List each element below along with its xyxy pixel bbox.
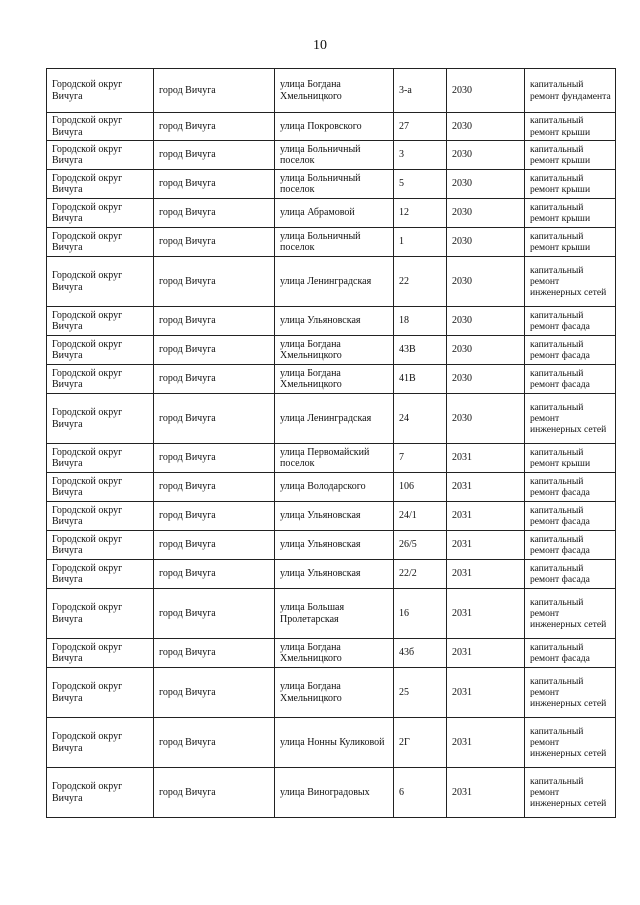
page-number: 10: [313, 38, 327, 53]
table-row: [47, 768, 616, 818]
street-cell: улица Больничный поселок: [275, 141, 394, 170]
work-type-cell: капитальный ремонт инженерных сетей: [525, 589, 616, 639]
table-row: [47, 69, 616, 113]
city-cell: город Вичуга: [154, 365, 275, 394]
year-cell: 2030: [447, 257, 525, 307]
city-cell: город Вичуга: [154, 444, 275, 473]
work-type-cell: капитальный ремонт фасада: [525, 560, 616, 589]
municipality-cell: Городской округ Вичуга: [47, 473, 154, 502]
table-row: [47, 639, 616, 668]
year-cell: 2031: [447, 768, 525, 818]
municipality-cell: Городской округ Вичуга: [47, 141, 154, 170]
year-cell: 2030: [447, 307, 525, 336]
city-cell: город Вичуга: [154, 768, 275, 818]
city-cell: город Вичуга: [154, 336, 275, 365]
municipality-cell: Городской округ Вичуга: [47, 257, 154, 307]
work-type-cell: капитальный ремонт крыши: [525, 170, 616, 199]
street-cell: улица Богдана Хмельницкого: [275, 336, 394, 365]
municipality-cell: Городской округ Вичуга: [47, 768, 154, 818]
house-number-cell: 25: [394, 668, 447, 718]
work-type-cell: капитальный ремонт фасада: [525, 502, 616, 531]
house-number-cell: 7: [394, 444, 447, 473]
work-type-cell: капитальный ремонт фасада: [525, 531, 616, 560]
work-type-cell: капитальный ремонт фасада: [525, 307, 616, 336]
house-number-cell: 5: [394, 170, 447, 199]
house-number-cell: 26/5: [394, 531, 447, 560]
street-cell: улица Богдана Хмельницкого: [275, 668, 394, 718]
table-row: [47, 394, 616, 444]
year-cell: 2031: [447, 560, 525, 589]
work-type-cell: капитальный ремонт фасада: [525, 639, 616, 668]
city-cell: город Вичуга: [154, 560, 275, 589]
table-row: [47, 113, 616, 141]
street-cell: улица Виноградовых: [275, 768, 394, 818]
city-cell: город Вичуга: [154, 502, 275, 531]
street-cell: улица Большая Пролетарская: [275, 589, 394, 639]
street-cell: улица Нонны Куликовой: [275, 718, 394, 768]
house-number-cell: 18: [394, 307, 447, 336]
table-row: [47, 668, 616, 718]
table-row: [47, 228, 616, 257]
table-row: [47, 257, 616, 307]
street-cell: улица Абрамовой: [275, 199, 394, 228]
year-cell: 2030: [447, 141, 525, 170]
work-type-cell: капитальный ремонт инженерных сетей: [525, 668, 616, 718]
table-row: [47, 718, 616, 768]
city-cell: город Вичуга: [154, 228, 275, 257]
table-row: [47, 560, 616, 589]
house-number-cell: 27: [394, 113, 447, 141]
street-cell: улица Покровского: [275, 113, 394, 141]
year-cell: 2030: [447, 199, 525, 228]
table-row: [47, 531, 616, 560]
work-type-cell: капитальный ремонт крыши: [525, 113, 616, 141]
table-row: [47, 141, 616, 170]
city-cell: город Вичуга: [154, 69, 275, 113]
year-cell: 2030: [447, 336, 525, 365]
city-cell: город Вичуга: [154, 589, 275, 639]
city-cell: город Вичуга: [154, 113, 275, 141]
house-number-cell: 43б: [394, 639, 447, 668]
work-type-cell: капитальный ремонт фасада: [525, 473, 616, 502]
year-cell: 2030: [447, 170, 525, 199]
street-cell: улица Больничный поселок: [275, 170, 394, 199]
year-cell: 2031: [447, 589, 525, 639]
house-number-cell: 2Г: [394, 718, 447, 768]
municipality-cell: Городской округ Вичуга: [47, 69, 154, 113]
year-cell: 2030: [447, 69, 525, 113]
year-cell: 2030: [447, 394, 525, 444]
work-type-cell: капитальный ремонт фасада: [525, 336, 616, 365]
year-cell: 2031: [447, 444, 525, 473]
year-cell: 2031: [447, 639, 525, 668]
work-type-cell: капитальный ремонт инженерных сетей: [525, 394, 616, 444]
year-cell: 2030: [447, 113, 525, 141]
municipality-cell: Городской округ Вичуга: [47, 199, 154, 228]
repair-schedule-table: [46, 68, 616, 818]
street-cell: улица Ульяновская: [275, 502, 394, 531]
table-row: [47, 502, 616, 531]
house-number-cell: 22: [394, 257, 447, 307]
table-row: [47, 589, 616, 639]
municipality-cell: Городской округ Вичуга: [47, 113, 154, 141]
year-cell: 2030: [447, 365, 525, 394]
house-number-cell: 43В: [394, 336, 447, 365]
municipality-cell: Городской округ Вичуга: [47, 365, 154, 394]
municipality-cell: Городской округ Вичуга: [47, 444, 154, 473]
house-number-cell: 41В: [394, 365, 447, 394]
table-row: [47, 199, 616, 228]
municipality-cell: Городской округ Вичуга: [47, 170, 154, 199]
house-number-cell: 24: [394, 394, 447, 444]
work-type-cell: капитальный ремонт крыши: [525, 228, 616, 257]
work-type-cell: капитальный ремонт фундамента: [525, 69, 616, 113]
house-number-cell: 1: [394, 228, 447, 257]
table-row: [47, 170, 616, 199]
house-number-cell: 6: [394, 768, 447, 818]
city-cell: город Вичуга: [154, 668, 275, 718]
street-cell: улица Ленинградская: [275, 257, 394, 307]
city-cell: город Вичуга: [154, 141, 275, 170]
work-type-cell: капитальный ремонт фасада: [525, 365, 616, 394]
table-row: [47, 473, 616, 502]
house-number-cell: 24/1: [394, 502, 447, 531]
house-number-cell: 22/2: [394, 560, 447, 589]
municipality-cell: Городской округ Вичуга: [47, 589, 154, 639]
house-number-cell: 3-а: [394, 69, 447, 113]
year-cell: 2031: [447, 718, 525, 768]
house-number-cell: 106: [394, 473, 447, 502]
street-cell: улица Больничный поселок: [275, 228, 394, 257]
municipality-cell: Городской округ Вичуга: [47, 228, 154, 257]
city-cell: город Вичуга: [154, 394, 275, 444]
city-cell: город Вичуга: [154, 473, 275, 502]
table-row: [47, 307, 616, 336]
city-cell: город Вичуга: [154, 170, 275, 199]
year-cell: 2030: [447, 228, 525, 257]
street-cell: улица Ленинградская: [275, 394, 394, 444]
street-cell: улица Первомайский поселок: [275, 444, 394, 473]
street-cell: улица Ульяновская: [275, 560, 394, 589]
house-number-cell: 12: [394, 199, 447, 228]
street-cell: улица Богдана Хмельницкого: [275, 69, 394, 113]
municipality-cell: Городской округ Вичуга: [47, 718, 154, 768]
municipality-cell: Городской округ Вичуга: [47, 639, 154, 668]
table-row: [47, 444, 616, 473]
city-cell: город Вичуга: [154, 718, 275, 768]
work-type-cell: капитальный ремонт крыши: [525, 141, 616, 170]
municipality-cell: Городской округ Вичуга: [47, 307, 154, 336]
city-cell: город Вичуга: [154, 257, 275, 307]
street-cell: улица Ульяновская: [275, 531, 394, 560]
city-cell: город Вичуга: [154, 199, 275, 228]
municipality-cell: Городской округ Вичуга: [47, 560, 154, 589]
street-cell: улица Ульяновская: [275, 307, 394, 336]
municipality-cell: Городской округ Вичуга: [47, 668, 154, 718]
street-cell: улица Богдана Хмельницкого: [275, 365, 394, 394]
house-number-cell: 3: [394, 141, 447, 170]
city-cell: город Вичуга: [154, 307, 275, 336]
year-cell: 2031: [447, 668, 525, 718]
work-type-cell: капитальный ремонт крыши: [525, 444, 616, 473]
street-cell: улица Богдана Хмельницкого: [275, 639, 394, 668]
city-cell: город Вичуга: [154, 639, 275, 668]
work-type-cell: капитальный ремонт крыши: [525, 199, 616, 228]
house-number-cell: 16: [394, 589, 447, 639]
year-cell: 2031: [447, 531, 525, 560]
street-cell: улица Володарского: [275, 473, 394, 502]
city-cell: город Вичуга: [154, 531, 275, 560]
municipality-cell: Городской округ Вичуга: [47, 394, 154, 444]
municipality-cell: Городской округ Вичуга: [47, 531, 154, 560]
year-cell: 2031: [447, 502, 525, 531]
work-type-cell: капитальный ремонт инженерных сетей: [525, 718, 616, 768]
work-type-cell: капитальный ремонт инженерных сетей: [525, 768, 616, 818]
table-row: [47, 365, 616, 394]
municipality-cell: Городской округ Вичуга: [47, 502, 154, 531]
year-cell: 2031: [447, 473, 525, 502]
work-type-cell: капитальный ремонт инженерных сетей: [525, 257, 616, 307]
municipality-cell: Городской округ Вичуга: [47, 336, 154, 365]
table-row: [47, 336, 616, 365]
